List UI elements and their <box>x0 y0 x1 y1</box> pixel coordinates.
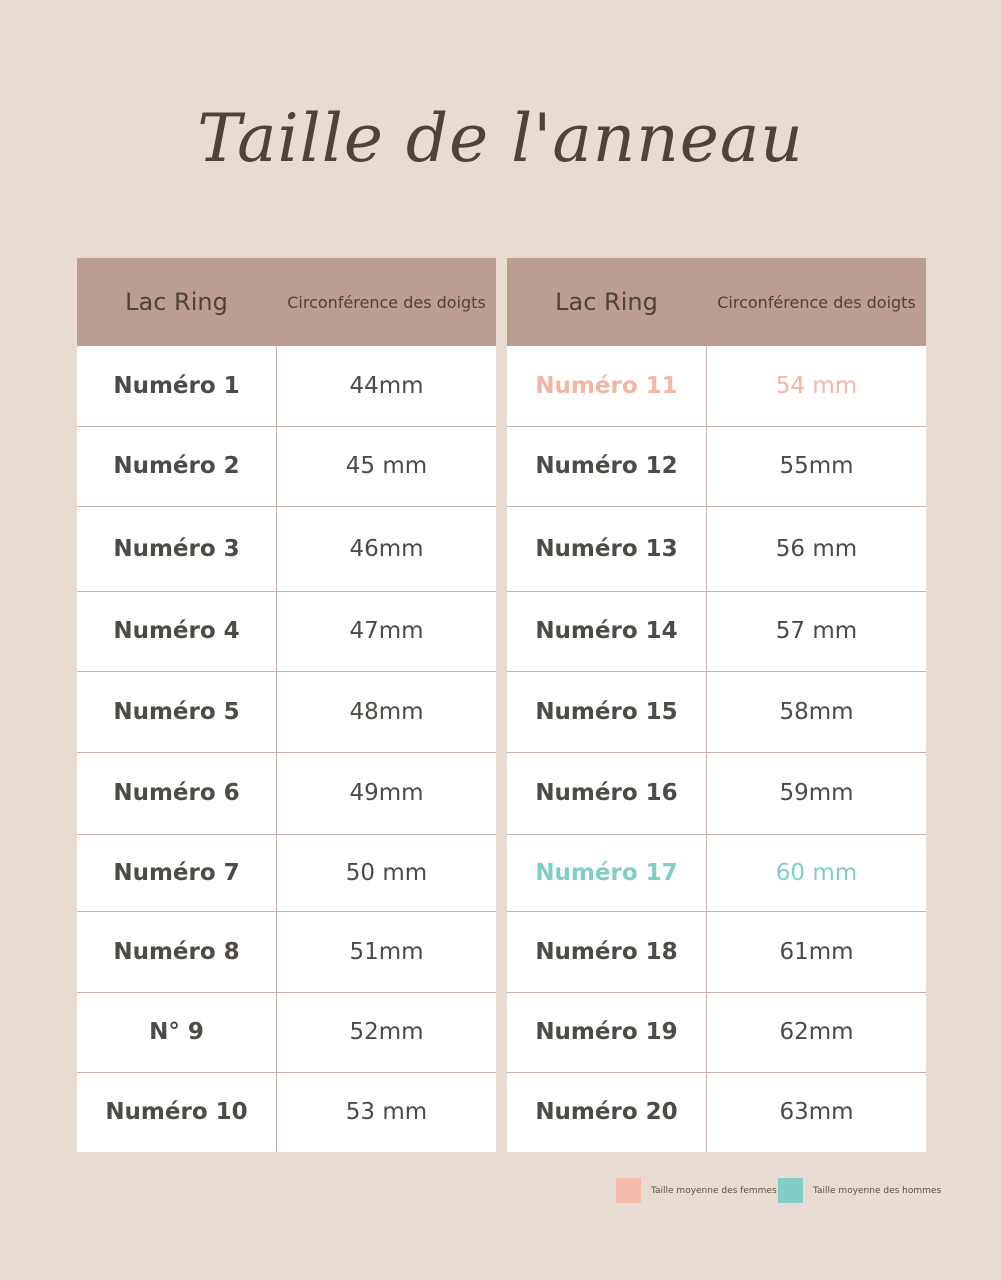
table-row <box>507 506 926 591</box>
ring-number-cell: Numéro 8 <box>77 911 277 992</box>
table-header-row <box>77 258 496 346</box>
ring-number-cell: Numéro 20 <box>507 1072 707 1152</box>
circumference-cell: 49mm <box>277 752 497 834</box>
circumference-cell: 46mm <box>277 506 497 591</box>
ring-number-cell: Numéro 12 <box>507 426 707 506</box>
circumference-cell: 60 mm <box>707 834 927 911</box>
table-row <box>507 911 926 992</box>
ring-number-cell: Numéro 1 <box>77 346 277 426</box>
ring-number-cell: Numéro 19 <box>507 992 707 1072</box>
table-row <box>77 752 496 834</box>
table-row <box>77 671 496 752</box>
circumference-cell: 47mm <box>277 591 497 671</box>
ring-number-cell: Numéro 6 <box>77 752 277 834</box>
column-header-ring: Lac Ring <box>77 258 277 346</box>
ring-number-cell: Numéro 14 <box>507 591 707 671</box>
column-header-circumference: Circonférence des doigts <box>707 258 927 346</box>
ring-number-cell: Numéro 2 <box>77 426 277 506</box>
table-row <box>507 671 926 752</box>
legend-women <box>616 1178 777 1203</box>
table-row <box>507 591 926 671</box>
table-row <box>77 506 496 591</box>
legend-men <box>778 1178 941 1203</box>
table-row <box>507 1072 926 1152</box>
ring-number-cell: Numéro 13 <box>507 506 707 591</box>
circumference-cell: 56 mm <box>707 506 927 591</box>
page-title: Taille de l'anneau <box>197 100 804 177</box>
ring-number-cell: Numéro 17 <box>507 834 707 911</box>
ring-number-cell: Numéro 5 <box>77 671 277 752</box>
legend-women-label: Taille moyenne des femmes <box>651 1185 777 1196</box>
table-row <box>77 346 496 426</box>
legend-women-swatch <box>616 1178 641 1203</box>
table-row <box>507 834 926 911</box>
ring-number-cell: Numéro 4 <box>77 591 277 671</box>
table-row <box>77 591 496 671</box>
ring-number-cell: Numéro 11 <box>507 346 707 426</box>
circumference-cell: 50 mm <box>277 834 497 911</box>
circumference-cell: 44mm <box>277 346 497 426</box>
column-header-circumference: Circonférence des doigts <box>277 258 497 346</box>
ring-number-cell: Numéro 18 <box>507 911 707 992</box>
table-row <box>507 992 926 1072</box>
ring-number-cell: Numéro 10 <box>77 1072 277 1152</box>
circumference-cell: 63mm <box>707 1072 927 1152</box>
ring-number-cell: Numéro 16 <box>507 752 707 834</box>
size-table-right <box>507 258 926 1152</box>
ring-number-cell: Numéro 3 <box>77 506 277 591</box>
circumference-cell: 62mm <box>707 992 927 1072</box>
circumference-cell: 57 mm <box>707 591 927 671</box>
column-header-ring: Lac Ring <box>507 258 707 346</box>
circumference-cell: 58mm <box>707 671 927 752</box>
table-row <box>507 426 926 506</box>
circumference-cell: 55mm <box>707 426 927 506</box>
ring-number-cell: N° 9 <box>77 992 277 1072</box>
circumference-cell: 59mm <box>707 752 927 834</box>
circumference-cell: 48mm <box>277 671 497 752</box>
ring-number-cell: Numéro 7 <box>77 834 277 911</box>
circumference-cell: 52mm <box>277 992 497 1072</box>
circumference-cell: 61mm <box>707 911 927 992</box>
table-row <box>507 752 926 834</box>
table-header-row <box>507 258 926 346</box>
ring-number-cell: Numéro 15 <box>507 671 707 752</box>
table-row <box>77 911 496 992</box>
table-row <box>507 346 926 426</box>
table-row <box>77 426 496 506</box>
table-row <box>77 1072 496 1152</box>
circumference-cell: 45 mm <box>277 426 497 506</box>
table-row <box>77 992 496 1072</box>
legend-men-label: Taille moyenne des hommes <box>813 1185 942 1196</box>
circumference-cell: 54 mm <box>707 346 927 426</box>
legend-men-swatch <box>778 1178 803 1203</box>
circumference-cell: 51mm <box>277 911 497 992</box>
size-table-left <box>77 258 496 1152</box>
table-row <box>77 834 496 911</box>
circumference-cell: 53 mm <box>277 1072 497 1152</box>
